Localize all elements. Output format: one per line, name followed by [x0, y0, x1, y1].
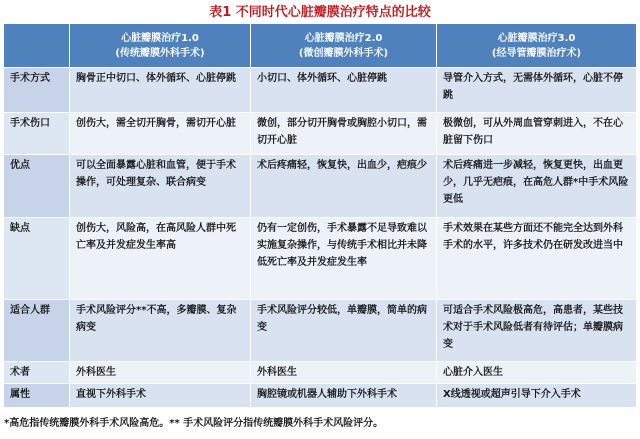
row-label: 属性	[4, 384, 70, 408]
table-row	[4, 68, 637, 113]
header-corner	[4, 24, 70, 68]
row-label: 术者	[4, 362, 70, 384]
table-cell: 手术风险评分较低，单瓣膜，简单的病变	[251, 300, 437, 362]
table-row	[4, 362, 637, 384]
header-row	[4, 24, 637, 68]
row-label: 适合人群	[4, 300, 70, 362]
header-era: 心脏瓣膜治疗2.0	[304, 32, 383, 44]
table-row	[4, 218, 637, 300]
header-sub: (微创瓣膜外科手术)	[298, 47, 389, 59]
table-cell: 可以全面暴露心脏和血管，便于手术操作，可处理复杂、联合病变	[70, 155, 251, 218]
comparison-table	[3, 23, 637, 408]
table-cell: 小切口、体外循环、心脏停跳	[251, 68, 437, 113]
table-cell: 可适合手术风险极高危，高患者，某些技术对于手术风险低者有待评估；单瓣膜病变	[437, 300, 637, 362]
table-row	[4, 113, 637, 155]
table-cell: 微创，部分切开胸骨或胸腔小切口，需切开心脏	[251, 113, 437, 155]
table-cell: 外科医生	[70, 362, 251, 384]
header-era: 心脏瓣膜治疗3.0	[497, 32, 576, 44]
row-label: 手术方式	[4, 68, 70, 113]
table-cell: 胸腔镜或机器人辅助下外科手术	[251, 384, 437, 408]
header-col-3	[437, 24, 637, 68]
table-cell: 手术风险评分**不高，多瓣膜、复杂病变	[70, 300, 251, 362]
table-cell: 外科医生	[251, 362, 437, 384]
footnote: *高危指传统瓣膜外科手术风险高危。** 手术风险评分指传统瓣膜外科手术风险评分。	[4, 418, 384, 429]
table-cell: 创伤大，风险高，在高风险人群中死亡率及并发症发生率高	[70, 218, 251, 300]
table-cell: 直视下外科手术	[70, 384, 251, 408]
header-sub: (传统瓣膜外科手术)	[115, 47, 205, 59]
table-title: 表1 不同时代心脏瓣膜治疗特点的比较	[209, 5, 431, 20]
header-era: 心脏瓣膜治疗1.0	[121, 32, 199, 44]
header-sub: (经导管瓣膜治疗术)	[491, 47, 582, 59]
table-row	[4, 384, 637, 408]
header-col-1	[70, 24, 251, 68]
table-cell: 心脏介入医生	[437, 362, 637, 384]
row-label: 缺点	[4, 218, 70, 300]
table-row	[4, 300, 637, 362]
row-label: 优点	[4, 155, 70, 218]
table-cell: 创伤大，需全切开胸骨，需切开心脏	[70, 113, 251, 155]
table-cell: X线透视或超声引导下介入手术	[437, 384, 637, 408]
table-cell: 术后疼痛进一步减轻，恢复更快，出血更少，几乎无疤痕，在高危人群*中手术风险更低	[437, 155, 637, 218]
table-cell: 胸骨正中切口、体外循环、心脏停跳	[70, 68, 251, 113]
table-row	[4, 155, 637, 218]
table-cell: 极微创，可从外周血管穿刺进入，不在心脏留下伤口	[437, 113, 637, 155]
row-label: 手术伤口	[4, 113, 70, 155]
header-col-2	[251, 24, 437, 68]
table-cell: 手术效果在某些方面还不能完全达到外科手术的水平，许多技术仍在研发改进当中	[437, 218, 637, 300]
table-cell: 导管介入方式，无需体外循环，心脏不停跳	[437, 68, 637, 113]
table-cell: 术后疼痛轻，恢复快，出血少，疤痕少	[251, 155, 437, 218]
table-cell: 仍有一定创伤，手术暴露不足导致难以实施复杂操作，与传统手术相比并未降低死亡率及并发症发生率	[251, 218, 437, 300]
